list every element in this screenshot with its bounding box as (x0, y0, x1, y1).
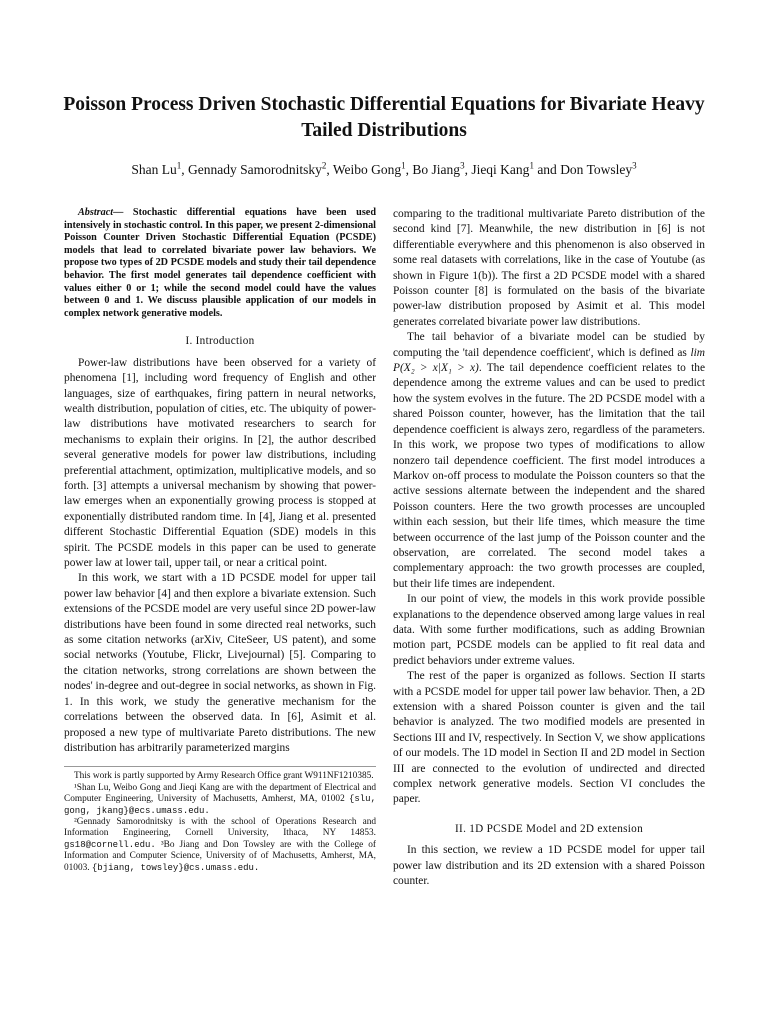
paragraph: In our point of view, the models in this work provide possible explanations to the dependence observed among large values in real data. With some further modifications, such as adding Brownian motion part, PCSDE models can be applied to fit real data and predict behaviors under extreme values. (393, 593, 705, 667)
abstract: Abstract— Stochastic differential equations have been used intensively in stochastic control. In this paper, we present 2-dimensional Poisson Counter Driven Stochastic Differential Equation (PCSDE) models that lead to correlated bivariate power law behaviors. We propose two types of 2D PCSDE models and study their tail dependence behavior. The first model generates tail dependence coefficient with values either 0 or 1; while the second model could have the values between 0 and 1. We discuss plausible application of our models in complex network generative models. (64, 207, 376, 319)
abstract-label: Abstract (78, 207, 114, 218)
section-heading: I. Introduction (185, 335, 255, 348)
paragraph: In this section, we review a 1D PCSDE model for upper tail power law distribution and its 2D extension with a shared Poisson counter. (393, 844, 705, 888)
left-column (64, 207, 376, 874)
footnote: ¹Shan Lu, Weibo Gong and Jieqi Kang are with the department of Electrical and Computer Engineering, University of Machusetts, Amherst, MA, 01002 {slu, gong, jkang}@ecs.umass.edu. (64, 782, 376, 816)
author: Gennady Samorodnitsky$^2$, (188, 160, 333, 177)
author: Shan Lu$^1$, (131, 160, 188, 177)
footnotes (64, 766, 376, 874)
paragraph: In this work, we start with a 1D PCSDE model for upper tail power law behavior [4] and then explore a bivariate extension. Such extensions of the PCSDE model are very useful since 2D power-law distributions have been found in some directed real networks, such as some citation networks (arXiv, CiteSeer, US patent), and some social networks (Youtube, Flickr, Livejournal) [5]. Comparing to the citation networks, strong correlations are shown between the nodes' in-degree and out-degree in social networks, as shown in Fig. 1. In this work, we study the generative mechanism for the correlations between the observed data. In [6], Asimit et al. proposed a new type of multivariate Pareto distributions. The new distribution has arbitrarily parameterized margins (64, 572, 376, 754)
math-expression: lim P(X₂ > x|X₁ > x) (393, 346, 705, 375)
footnote: This work is partly supported by Army Research Office grant W911NF1210385. (74, 771, 374, 782)
footnote: ²Gennady Samorodnitsky is with the school of Operations Research and Information Engineering, Cornell University, Ithaca, NY 14853. gs18@cornell.edu. ³Bo Jiang and Don Towsley are with the College of Information and Computer Science, University of of Machusetts, Amherst, MA, 01003. {bjiang, towsley}@cs.umass.edu. (64, 816, 376, 873)
paragraph: comparing to the traditional multivariate Pareto distribution of the second kind [7]. Meanwhile, the new distribution in [6] is not differentiable everywhere and this phenomenon is also observed in some real datasets with correlations, like in the case of Youtube (as shown in Figure 1(b)). The first a 2D PCSDE model with a shared Poisson counter [8] is formulated on the basis of the bivariate power-law distribution proposed by Asimit et al. This model generates correlated bivariate power law distributions. (393, 208, 705, 328)
author: Jieqi Kang$^1$ and (471, 160, 561, 177)
section-heading: II. 1D PCSDE Model and 2D extension (455, 822, 643, 835)
author: Bo Jiang$^3$, (412, 160, 472, 177)
author-list (40, 160, 728, 178)
author: Weibo Gong$^1$, (332, 160, 413, 177)
paragraph: The rest of the paper is organized as follows. Section II starts with a PCSDE model for upper tail power law behavior. Then, a 2D extension with a shared Poisson counter is given and the tail behavior is analyzed. The two modified models are presented in Sections III and IV, respectively. In Section V, we show applications of our models. The 1D model in Section II and 2D model in Section III are connected to the evolution of undirected and directed complex network generative models. Section VI concludes the paper. (393, 670, 705, 806)
abstract-text: Stochastic differential equations have been used intensively in stochastic control. In this paper, we present 2-dimensional Poisson Counter Driven Stochastic Differential Equation (PCSDE) models that lead to correlated bivariate power law behaviors. We propose two types of 2D PCSDE models and study their tail dependence behavior. The first model generates tail dependence coefficient with values either 0 or 1; while the second model could have the values between 0 and 1. We discuss plausible application of our models in complex network generative models. (64, 207, 376, 319)
paragraph: The tail behavior of a bivariate model can be studied by computing the 'tail dependence coefficient', which is defined as lim P(X₂ > x|X₁ > x). The tail dependence coefficient relates to the dependence among the extreme values and can be used to predict how the system evolves in the future. The 2D PCSDE model with a shared Poisson counter, however, has the limitation that the tail dependence coefficient is always zero, regardless of the parameters. In this work, we propose two types of modifications to allow nonzero tail dependence coefficient. The first model introduces a Markov on-off process to modulate the Poisson counters so that the active sessions alternate between the independent and the shared Poisson counters. Here the two growth processes are uncoupled within each session, but their life times, which measure the time between occurrence of the last jump of the Poisson counter and the observation, are correlated. The second model takes a complementary approach: the two growth processes are coupled, but their life times are independent. (393, 331, 705, 590)
author: Don Towsley$^3$ (560, 160, 637, 177)
paragraph: Power-law distributions have been observed for a variety of phenomena [1], including word frequency of English and other languages, size of earthquakes, firing pattern in neural networks, wealth distribution, population of cities, etc. The ubiquity of power-law distributions have motivated researchers to search for mechanisms to explain their origins. In [2], the author described several generative models for power law distributions, including preferential attachment, optimization, multiplicative models, and so forth. [3] attempts a universal mechanism by showing that power-law emerges when an exponentially growing process is stopped at exponentially distributed random time. In [4], Jiang et al. presented different Stochastic Differential Equation (SDE) models in this spirit. The PCSDE models in this paper can be used to generate power law at lower tail, upper tail, or near a critical point. (64, 356, 376, 570)
paper-title: Poisson Process Driven Stochastic Differential Equations for Bivariate Heavy Tailed Distributions (63, 94, 705, 141)
right-column (393, 207, 705, 889)
